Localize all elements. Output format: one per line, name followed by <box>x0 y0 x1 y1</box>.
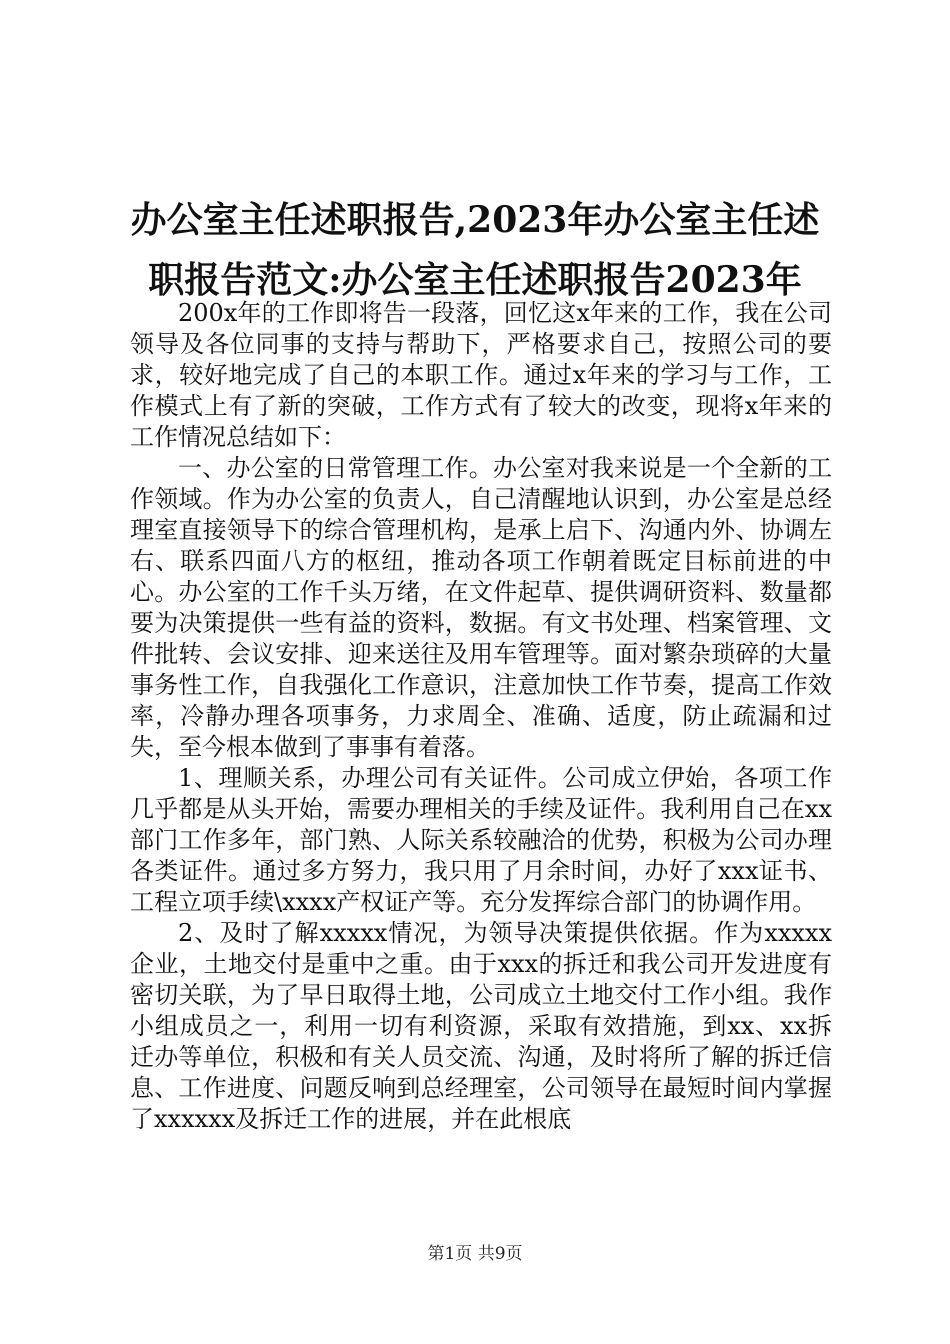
document-title: 办公室主任述职报告,2023年办公室主任述职报告范文:办公室主任述职报告2023年 <box>130 199 820 301</box>
paragraph-intro: 200x年的工作即将告一段落，回忆这x年来的工作，我在公司领导及各位同事的支持与帮助下，严格要求自己，按照公司的要求，较好地完成了自己的本职工作。通过x年来的学习与工作，工作模式上有了新的突破，工作方式有了较大的改变，现将x年来的工作情况总结如下： <box>130 299 832 451</box>
paragraph-item-two: 2、及时了解xxxxx情况，为领导决策提供依据。作为xxxxx企业，土地交付是重中之重。由于xxx的拆迁和我公司开发进度有密切关联，为了早日取得土地，公司成立土地交付工作小组。我作小组成员之一，利用一切有利资源，采取有效措施，到xx、xx拆迁办等单位，积极和有关人员交流、沟通，及时将所了解的拆迁信息、工作进度、问题反响到总经理室，公司领导在最短时间内掌握了xxxxxx及拆迁工作的进展，并在此根底 <box>130 919 832 1133</box>
paragraph-section-one: 一、办公室的日常管理工作。办公室对我来说是一个全新的工作领域。作为办公室的负责人，自己清醒地认识到，办公室是总经理室直接领导下的综合管理机构，是承上启下、沟通内外、协调左右、联系四面八方的枢纽，推动各项工作朝着既定目标前进的中心。办公室的工作千头万绪，在文件起草、提供调研资料、数量都要为决策提供一些有益的资料，数据。有文书处理、档案管理、文件批转、会议安排、迎来送往及用车管理等。面对繁杂琐碎的大量事务性工作，自我强化工作意识，注意加快工作节奏，提高工作效率，冷静办理各项事务，力求周全、准确、适度，防止疏漏和过失，至今根本做到了事事有着落。 <box>130 454 832 761</box>
page-footer: 第1页 共9页 <box>427 1244 523 1264</box>
document-body <box>130 298 832 1135</box>
paragraph-item-one: 1、理顺关系，办理公司有关证件。公司成立伊始，各项工作几乎都是从头开始，需要办理相关的手续及证件。我利用自己在xx部门工作多年，部门熟、人际关系较融洽的优势，积极为公司办理各类证件。通过多方努力，我只用了月余时间，办好了xxx证书、工程立项手续\xxxx产权证产等。充分发挥综合部门的协调作用。 <box>130 764 832 916</box>
